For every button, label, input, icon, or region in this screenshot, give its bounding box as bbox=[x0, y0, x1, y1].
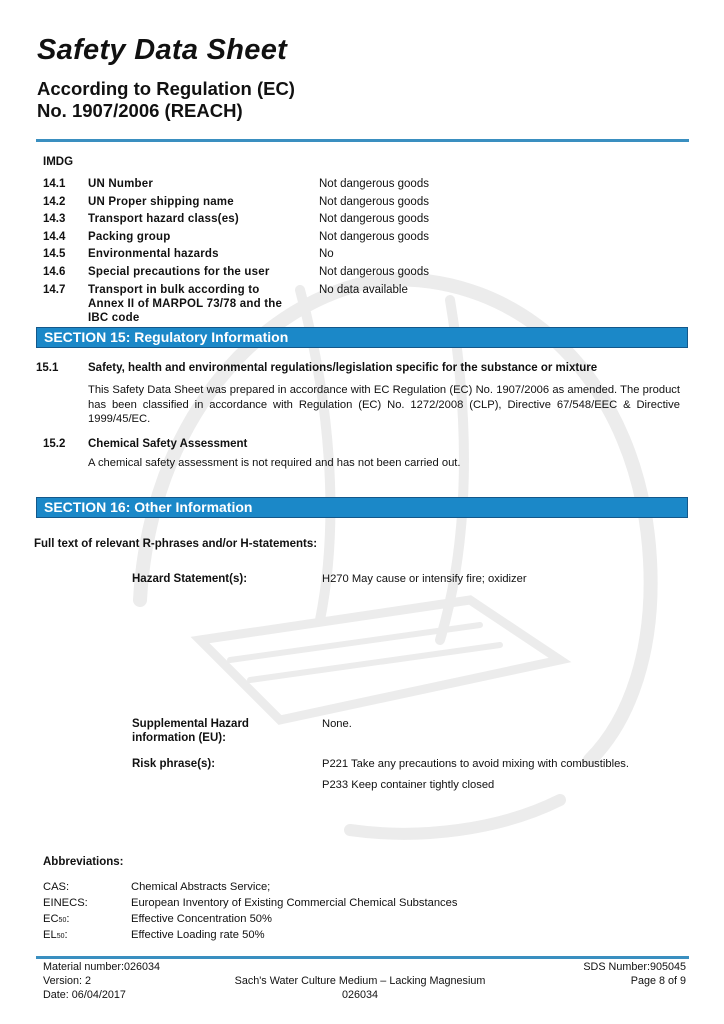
abbreviations-heading: Abbreviations: bbox=[43, 856, 124, 868]
regulation-paragraph: This Safety Data Sheet was prepared in accordance with EC Regulation (EC) No. 1907/2006 as amended. The product has been classified in accordance with Regulation (EC) No. 1272/2008 (CLP), Directive 67/548/EEC & Directive 1999/45/EC. bbox=[88, 384, 680, 425]
row-number: 14.6 bbox=[43, 266, 66, 278]
row-number: 14.1 bbox=[43, 178, 66, 190]
row-number: 14.3 bbox=[43, 213, 66, 225]
full-text-heading: Full text of relevant R-phrases and/or H-statements: bbox=[34, 538, 318, 550]
row-label: UN Number bbox=[88, 178, 154, 190]
imdg-heading: IMDG bbox=[43, 156, 74, 168]
row-label: Transport in bulk according to Annex II of MARPOL 73/78 and the IBC code bbox=[88, 284, 283, 324]
date: Date: 06/04/2017 bbox=[43, 989, 126, 1001]
subtitle-line-1: According to Regulation (EC) bbox=[37, 78, 295, 99]
document-subtitle bbox=[37, 78, 295, 122]
row-label: Packing group bbox=[88, 231, 171, 243]
risk-phrase-item: P233 Keep container tightly closed bbox=[322, 779, 495, 791]
abbreviation-value: Effective Loading rate 50% bbox=[131, 929, 265, 941]
material-number: Material number:026034 bbox=[43, 961, 161, 973]
abbreviation-value: European Inventory of Existing Commercial Chemical Substances bbox=[131, 897, 458, 909]
key-base: EC bbox=[43, 913, 59, 925]
abbreviation-key: CAS: bbox=[43, 881, 70, 893]
document-title: Safety Data Sheet bbox=[37, 34, 288, 66]
supplemental-label-line-1: Supplemental Hazard bbox=[132, 718, 249, 730]
footer-center bbox=[200, 974, 520, 1002]
supplemental-label-line-2: information (EU): bbox=[132, 732, 226, 744]
version: Version: 2 bbox=[43, 975, 92, 987]
hazard-statement-value: H270 May cause or intensify fire; oxidizer bbox=[322, 573, 527, 585]
row-number: 14.2 bbox=[43, 196, 66, 208]
subsection-number: 15.2 bbox=[43, 438, 66, 450]
row-number: 14.5 bbox=[43, 248, 66, 260]
key-suffix: : bbox=[64, 929, 68, 941]
abbreviation-key bbox=[43, 912, 69, 928]
abbreviation-key: EINECS: bbox=[43, 897, 88, 909]
row-number: 14.7 bbox=[43, 284, 66, 296]
hazard-statement-label: Hazard Statement(s): bbox=[132, 573, 248, 585]
subsection-heading: Safety, health and environmental regulations/legislation specific for the substance or mixture bbox=[88, 362, 598, 374]
row-value: Not dangerous goods bbox=[319, 231, 429, 243]
row-label: Transport hazard class(es) bbox=[88, 213, 239, 225]
abbreviation-value: Effective Concentration 50% bbox=[131, 913, 272, 925]
key-subscript: 50 bbox=[58, 917, 67, 924]
section-16-header: SECTION 16: Other Information bbox=[36, 497, 688, 518]
row-value: Not dangerous goods bbox=[319, 266, 429, 278]
footer-right bbox=[583, 960, 686, 988]
row-value: No bbox=[319, 248, 334, 260]
subsection-heading: Chemical Safety Assessment bbox=[88, 438, 248, 450]
risk-phrase-item: P221 Take any precautions to avoid mixing with combustibles. bbox=[322, 758, 629, 770]
header-rule bbox=[36, 139, 689, 142]
assessment-paragraph: A chemical safety assessment is not required and has not been carried out. bbox=[88, 457, 461, 469]
risk-phrase-label: Risk phrase(s): bbox=[132, 758, 216, 770]
page-number: Page 8 of 9 bbox=[630, 975, 686, 987]
row-label: Environmental hazards bbox=[88, 248, 219, 260]
section-15-header: SECTION 15: Regulatory Information bbox=[36, 327, 688, 348]
subtitle-line-2: No. 1907/2006 (REACH) bbox=[37, 100, 243, 121]
row-label: Special precautions for the user bbox=[88, 266, 270, 278]
sds-number: SDS Number:905045 bbox=[583, 961, 686, 973]
subsection-number: 15.1 bbox=[36, 362, 59, 374]
product-name: Sach's Water Culture Medium – Lacking Magnesium bbox=[234, 975, 486, 987]
row-value: Not dangerous goods bbox=[319, 213, 429, 225]
row-label: UN Proper shipping name bbox=[88, 196, 234, 208]
abbreviation-value: Chemical Abstracts Service; bbox=[131, 881, 271, 893]
row-value: No data available bbox=[319, 284, 408, 296]
key-subscript: 50 bbox=[56, 933, 65, 940]
footer-left bbox=[43, 960, 160, 1002]
footer-rule bbox=[36, 956, 689, 959]
supplemental-hazard-label bbox=[132, 717, 249, 745]
product-code: 026034 bbox=[341, 989, 379, 1001]
key-suffix: : bbox=[66, 913, 70, 925]
row-number: 14.4 bbox=[43, 231, 66, 243]
row-value: Not dangerous goods bbox=[319, 196, 429, 208]
key-base: EL bbox=[43, 929, 57, 941]
supplemental-hazard-value: None. bbox=[322, 718, 352, 730]
row-value: Not dangerous goods bbox=[319, 178, 429, 190]
abbreviation-key bbox=[43, 928, 68, 944]
